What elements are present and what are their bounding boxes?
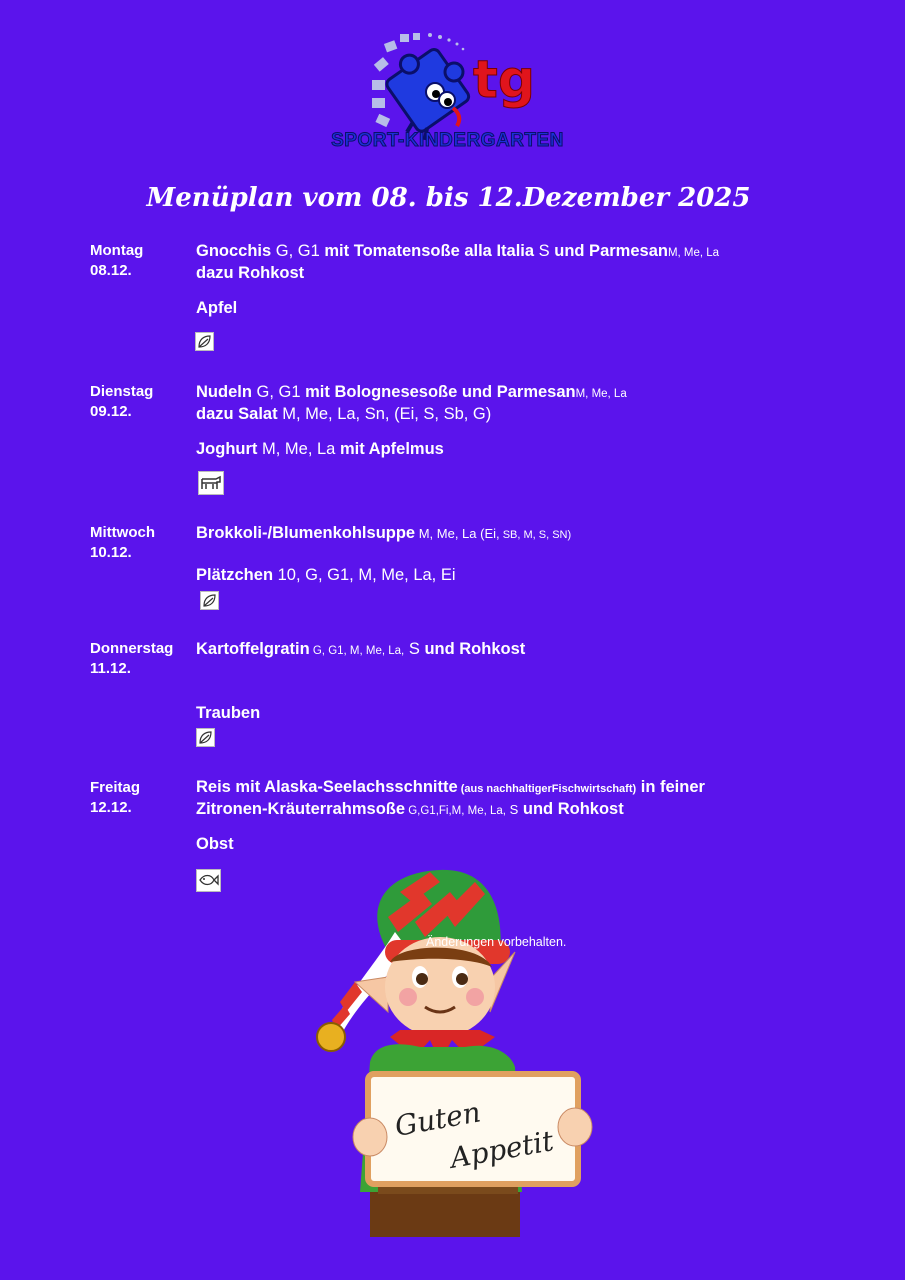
- menu-line: Nudeln G, G1 mit Bolognesesoße und ParmesanM, Me, La: [196, 383, 627, 401]
- menu-line: Apfel: [196, 299, 238, 317]
- logo: [315, 30, 585, 160]
- day-label-monday: Montag 08.12.: [90, 242, 144, 279]
- menu-line: Plätzchen 10, G, G1, M, Me, La, Ei: [196, 566, 456, 584]
- cow-icon: [198, 471, 224, 495]
- page-title: Menüplan vom 08. bis 12.Dezember 2025: [146, 183, 751, 213]
- leaf-icon: [200, 591, 219, 610]
- menu-line: dazu Salat M, Me, La, Sn, (Ei, S, Sb, G): [196, 405, 492, 423]
- menu-line: Zitronen-Kräuterrahmsoße G,G1,Fi,M, Me, La, S und Rohkost: [196, 800, 624, 818]
- leaf-icon: [196, 728, 215, 747]
- day-label-wednesday: Mittwoch 10.12.: [90, 524, 155, 561]
- leaf-icon: [195, 332, 214, 351]
- day-label-thursday: Donnerstag 11.12.: [90, 640, 174, 677]
- menu-line: Brokkoli-/Blumenkohlsuppe M, Me, La (Ei, SB, M, S, SN): [196, 524, 572, 542]
- elf-illustration: [300, 862, 610, 1237]
- menu-line: Reis mit Alaska-Seelachsschnitte (aus nachhaltigerFischwirtschaft) in feiner: [196, 778, 705, 796]
- logo-name: SPORT-KINDERGARTEN: [331, 130, 564, 151]
- menu-line: Trauben: [196, 704, 261, 722]
- menu-line: dazu Rohkost: [196, 264, 305, 282]
- day-label-tuesday: Dienstag 09.12.: [90, 383, 154, 420]
- logo-brand: tg: [473, 50, 536, 110]
- sign-text-line1: Guten: [392, 1095, 484, 1143]
- day-label-friday: Freitag 12.12.: [90, 779, 141, 816]
- menu-line: Joghurt M, Me, La mit Apfelmus: [196, 440, 444, 458]
- menu-line: Kartoffelgratin G, G1, M, Me, La, S und Rohkost: [196, 640, 526, 658]
- disclaimer-note: Änderungen vorbehalten.: [426, 935, 567, 949]
- fish-icon: [196, 869, 221, 892]
- menu-line: Obst: [196, 835, 234, 853]
- menu-line: Gnocchis G, G1 mit Tomatensoße alla Italia S und ParmesanM, Me, La: [196, 242, 720, 260]
- sign-text-line2: Appetit: [447, 1124, 557, 1175]
